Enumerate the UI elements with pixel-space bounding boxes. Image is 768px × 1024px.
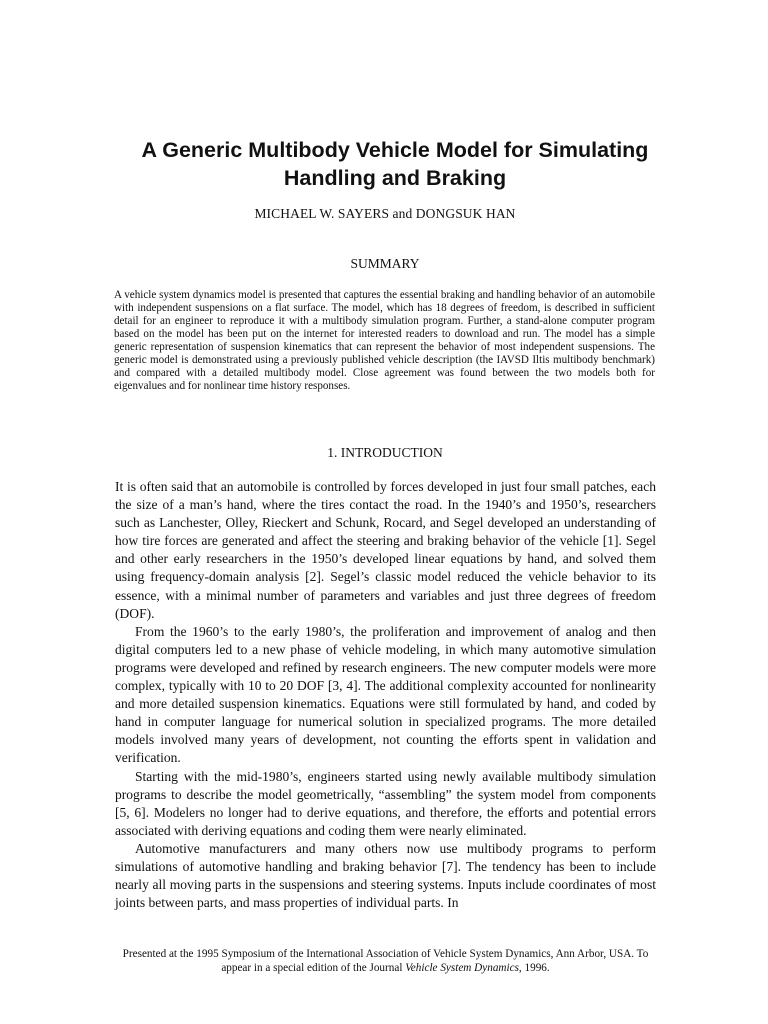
footnote — [115, 947, 656, 975]
footnote-end: , 1996. — [518, 962, 550, 974]
footnote-text: Presented at the 1995 Symposium of the International Association of Vehicle System Dynamics, Ann Arbor, USA. To appear in a special edition of the Journal — [122, 948, 649, 974]
summary-heading: SUMMARY — [350, 256, 420, 271]
paragraph: Automotive manufacturers and many others now use multibody programs to perform simulations of automotive handling and braking behavior [7]. The tendency has been to include nearly all moving parts in the suspensions and steering systems. Inputs include coordinates of most joints between parts, and mass properties of individual parts. In — [115, 840, 656, 911]
paper-title — [100, 136, 690, 192]
section-body — [115, 478, 656, 912]
paragraph: Starting with the mid-1980’s, engineers started using newly available multibody simulation programs to describe the model geometrically, “assembling” the system model from components [5, 6]. Modelers no longer had to derive equations, and therefore, the efforts and potential errors associated with deriving equations and coding them were nearly eliminated. — [115, 768, 656, 838]
title-line-2: Handling and Braking — [283, 166, 507, 190]
footnote-journal: Vehicle System Dynamics — [405, 962, 519, 974]
abstract: A vehicle system dynamics model is presented that captures the essential braking and handling behavior of an automobile with independent suspensions on a flat surface. The model, which has 18 degrees of freedom, is described in sufficient detail for an engineer to reproduce it with a multibody simulation program. Further, a stand-alone computer program based on the model has been put on the internet for interested readers to download and run. The model has a simple generic representation of suspension kinematics that can represent the behavior of most independent suspensions. The generic model is demonstrated using a previously published vehicle description (the IAVSD Iltis multibody benchmark) and compared with a detailed multibody model. Close agreement was found between the two models both for eigenvalues and for nonlinear time history responses. — [114, 289, 655, 392]
paragraph: From the 1960’s to the early 1980’s, the proliferation and improvement of analog and then digital computers led to a new phase of vehicle modeling, in which many automotive simulation programs were developed and refined by research engineers. The new computer models were more complex, typically with 10 to 20 DOF [3, 4]. The additional complexity accounted for nonlinearity and more detailed suspension kinematics. Equations were still formulated by hand, and coded by hand in computer language for numerical solution in specialized programs. The more detailed models involved many years of development, not counting the efforts spent in validation and verification. — [115, 623, 656, 766]
section-heading: 1. INTRODUCTION — [327, 445, 443, 460]
paragraph: It is often said that an automobile is controlled by forces developed in just four small patches, each the size of a man’s hand, where the tires contact the road. In the 1940’s and 1950’s, researchers such as Lanchester, Olley, Rieckert and Schunk, Rocard, and Segel developed an understanding of how tire forces are generated and affect the steering and braking behavior of the vehicle [1]. Segel and other early researchers in the 1950’s developed linear equations by hand, and solved them using frequency-domain analysis [2]. Segel’s classic model reduced the vehicle behavior to its essence, with a minimal number of parameters and variables and just three degrees of freedom (DOF). — [115, 479, 656, 621]
authors: MICHAEL W. SAYERS and DONGSUK HAN — [254, 206, 516, 221]
title-line-1: A Generic Multibody Vehicle Model for Simulating — [141, 138, 649, 162]
